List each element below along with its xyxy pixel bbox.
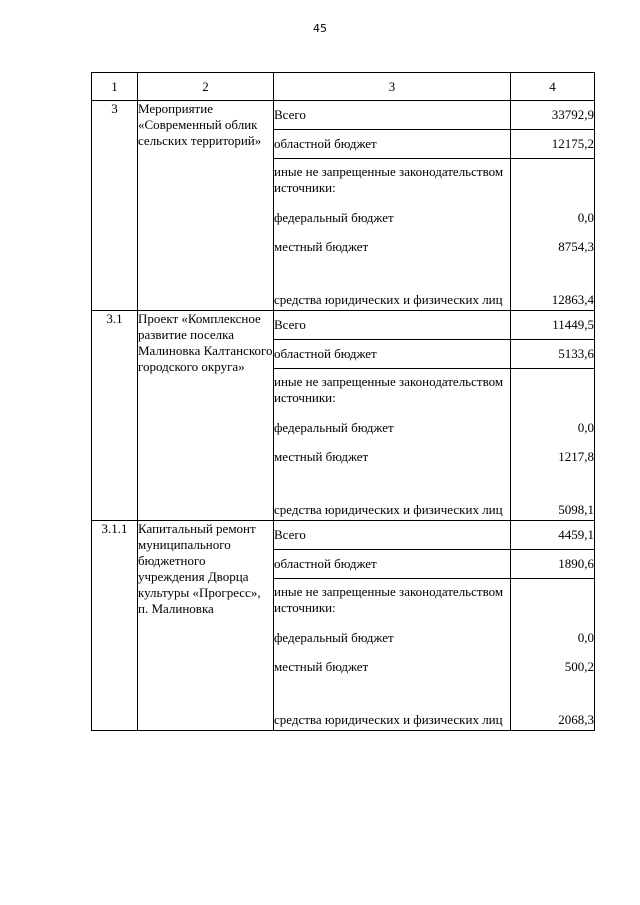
- page-number: 45: [313, 22, 327, 35]
- source-total-label: Всего: [274, 521, 511, 550]
- source-federal-label: федеральный бюджет: [274, 629, 394, 645]
- source-total-value: 4459,1: [511, 521, 595, 550]
- source-other-values: [511, 159, 595, 311]
- source-federal-label: федеральный бюджет: [274, 209, 394, 225]
- source-total-value: 33792,9: [511, 101, 595, 130]
- row-name: Капитальный ремонт муниципального бюджетного учреждения Дворца культуры «Прогресс», п. Малиновка: [138, 521, 274, 731]
- row-number: 3: [92, 101, 138, 311]
- source-regional-value: 1890,6: [511, 550, 595, 579]
- source-federal-label: федеральный бюджет: [274, 419, 394, 435]
- source-legal-label: средства юридических и физических лиц: [274, 502, 503, 517]
- source-total-label: Всего: [274, 311, 511, 340]
- source-other-label: иные не запрещенные законодательством источники:: [274, 374, 504, 405]
- row-name: Мероприятие «Современный облик сельских территорий»: [138, 101, 274, 311]
- source-total-value: 11449,5: [511, 311, 595, 340]
- source-legal-value: 12863,4: [551, 292, 594, 307]
- source-federal-value: 0,0: [577, 629, 594, 645]
- source-regional-label: областной бюджет: [274, 550, 511, 579]
- source-legal-value: 2068,3: [558, 712, 594, 727]
- source-regional-value: 5133,6: [511, 340, 595, 369]
- table-row: [92, 101, 595, 130]
- source-regional-value: 12175,2: [511, 130, 595, 159]
- source-legal-value: 5098,1: [558, 502, 594, 517]
- source-other-cell: [274, 159, 511, 311]
- source-local-value: 8754,3: [558, 238, 594, 254]
- header-cell-1: 1: [92, 73, 138, 101]
- header-cell-4: 4: [511, 73, 595, 101]
- source-other-label: иные не запрещенные законодательством источники:: [274, 164, 504, 195]
- source-legal-label: средства юридических и физических лиц: [274, 292, 503, 307]
- row-name: Проект «Комплексное развитие поселка Малиновка Калтанского городского округа»: [138, 311, 274, 521]
- source-local-label: местный бюджет: [274, 238, 369, 254]
- source-federal-value: 0,0: [577, 419, 594, 435]
- source-local-label: местный бюджет: [274, 448, 369, 464]
- source-regional-label: областной бюджет: [274, 340, 511, 369]
- source-other-label: иные не запрещенные законодательством источники:: [274, 584, 504, 615]
- source-other-values: [511, 579, 595, 731]
- budget-table: [91, 72, 595, 731]
- source-local-label: местный бюджет: [274, 658, 369, 674]
- source-other-cell: [274, 369, 511, 521]
- source-federal-value: 0,0: [577, 209, 594, 225]
- header-cell-2: 2: [138, 73, 274, 101]
- source-other-values: [511, 369, 595, 521]
- table-row: [92, 521, 595, 550]
- source-local-value: 500,2: [564, 658, 594, 674]
- header-cell-3: 3: [274, 73, 511, 101]
- source-total-label: Всего: [274, 101, 511, 130]
- source-legal-label: средства юридических и физических лиц: [274, 712, 503, 727]
- source-other-cell: [274, 579, 511, 731]
- table-header-row: [92, 73, 595, 101]
- row-number: 3.1.1: [92, 521, 138, 731]
- row-number: 3.1: [92, 311, 138, 521]
- source-local-value: 1217,8: [558, 448, 594, 464]
- table-row: [92, 311, 595, 340]
- source-regional-label: областной бюджет: [274, 130, 511, 159]
